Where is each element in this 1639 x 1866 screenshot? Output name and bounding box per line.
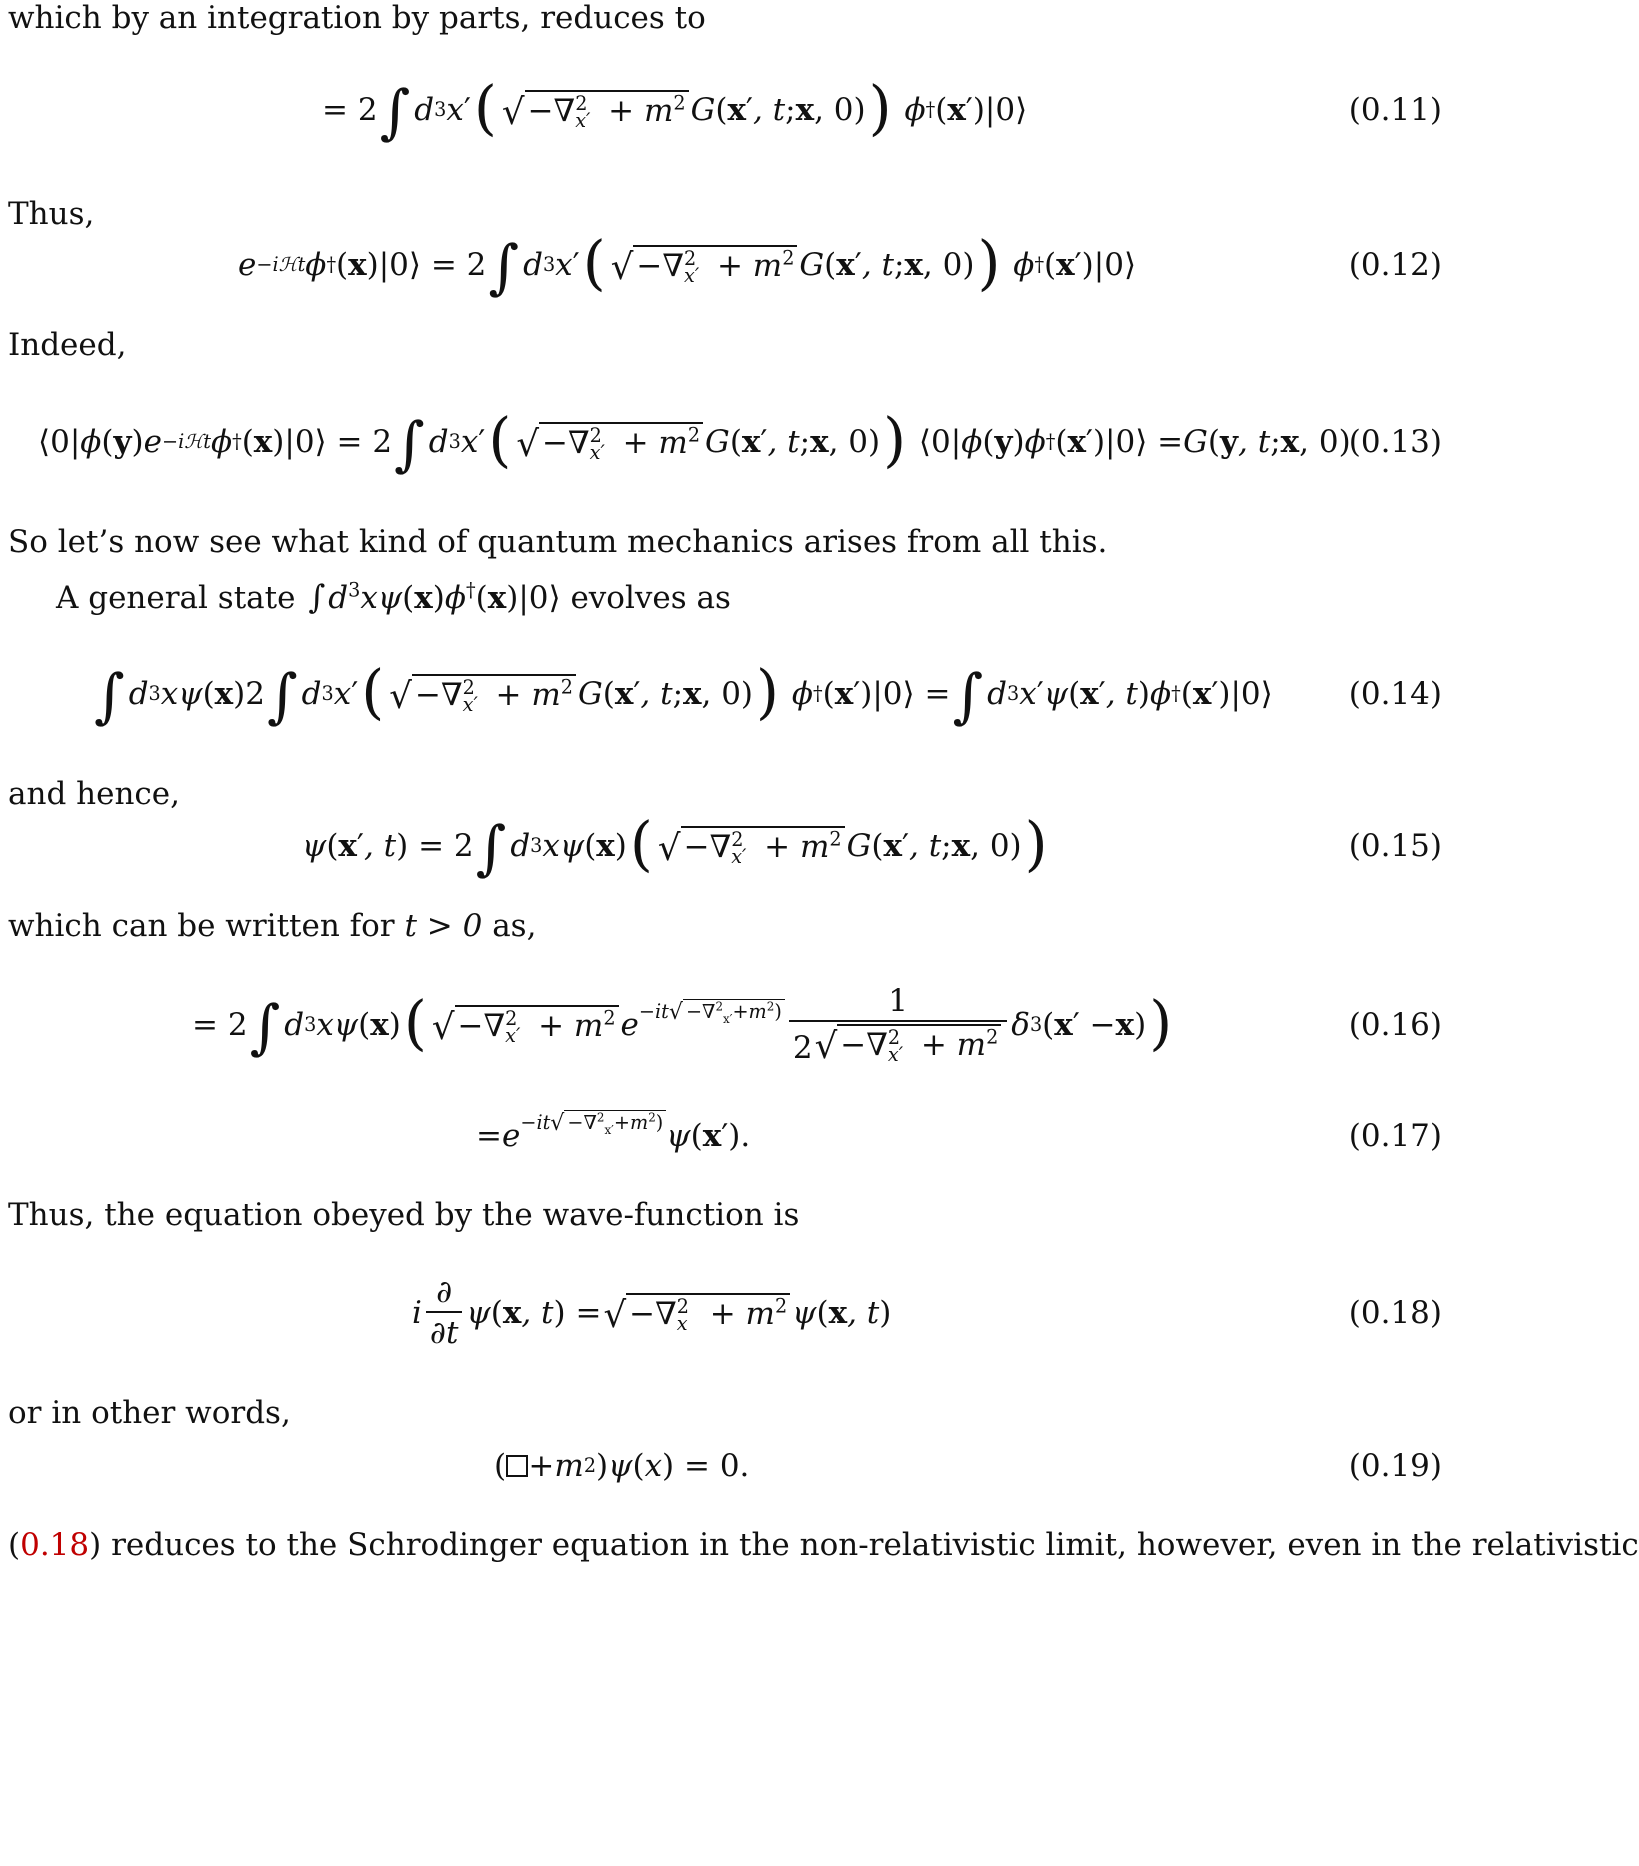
fraction-partial-t: $\frac{\partial}{\partial t}$ bbox=[426, 1274, 463, 1352]
equation-0-11-body: = 2 ∫ d 3 x ′ ( √ −∇ 2 x′ + $m^2$ G ( x ′ , t ; x , 0) ) ϕ † ( x ′)|0⟩ bbox=[322, 72, 1028, 146]
written-for-math: t > 0 bbox=[404, 908, 483, 944]
equation-number-0-12: (0.12) bbox=[1348, 247, 1442, 283]
equation-0-13-body: ⟨0| ϕ ( y ) e −iℋt ϕ † ( x )|0⟩ = 2 ∫ d 3 x ′ ( √ −∇ 2 x′ + $m^2$ G ( x ′ , t ; x , 0) ) ⟨0| ϕ ( y ) ϕ † ( x ′)|0⟩ = G ( y , t ; x , 0) bbox=[38, 404, 1351, 478]
equation-0-13 bbox=[0, 402, 1456, 482]
paragraph-and-hence: and hence, bbox=[8, 776, 180, 812]
general-state-text-after: evolves as bbox=[570, 580, 731, 616]
equation-number-0-11: (0.11) bbox=[1348, 92, 1442, 128]
paragraph-general-state bbox=[56, 578, 731, 616]
equation-number-0-17: (0.17) bbox=[1348, 1118, 1442, 1154]
paragraph-other-words: or in other words, bbox=[8, 1395, 291, 1431]
paragraph-wave-function: Thus, the equation obeyed by the wave-function is bbox=[8, 1197, 800, 1233]
equation-0-15 bbox=[0, 806, 1456, 886]
equation-0-12 bbox=[0, 225, 1456, 305]
written-for-text-after: as, bbox=[492, 908, 537, 944]
equation-0-17 bbox=[0, 1096, 1456, 1176]
equation-0-19-body: ( + m 2 ) ψ ( x ) = 0. bbox=[494, 1448, 750, 1484]
general-state-math: $\int d^3x\psi(x)\phi^\dagger(x)|0⟩$ bbox=[308, 578, 561, 616]
paragraph-thus: Thus, bbox=[8, 196, 95, 232]
dalembertian-box bbox=[506, 1455, 528, 1477]
equation-0-11 bbox=[0, 70, 1456, 150]
fraction-one-over-two-sqrt: 1 2 √ −∇ 2 x′ + $m^2$ bbox=[789, 983, 1007, 1067]
general-state-text-before: A general state bbox=[56, 580, 296, 616]
equation-0-15-body: ψ ( x ′ , t ) = 2 ∫ d 3 xψ ( x ) ( √ −∇ 2 x′ + $m^2$ G ( x ′ , t ; x , 0) ) bbox=[302, 808, 1048, 882]
equation-0-14-body: ∫ d 3 xψ ( x )2 ∫ d 3 x ′ ( √ −∇ 2 x′ + $m^2$ G ( x ′ , t ; x , 0) ) ϕ † ( x ′)|0⟩ = ∫ d 3 x ′ ψ ( x ′ , t ) ϕ † ( x ′)|0⟩ bbox=[94, 656, 1273, 730]
paragraph-schrodinger-limit: (0.18) reduces to the Schrodinger equation in the non-relativistic limit, however, even in the relativistic bbox=[8, 1527, 1639, 1563]
paragraph-indeed: Indeed, bbox=[8, 327, 127, 363]
equation-0-16 bbox=[0, 970, 1456, 1080]
equation-number-0-15: (0.15) bbox=[1348, 828, 1442, 864]
schrodinger-text: ) reduces to the Schrodinger equation in the non-relativistic limit, however, even in the relativistic bbox=[89, 1527, 1639, 1563]
equation-reference-link[interactable]: 0.18 bbox=[20, 1527, 90, 1563]
equation-0-12-body: e −iℋt ϕ † ( x )|0⟩ = 2 ∫ d 3 x ′ ( √ −∇ 2 x′ + $m^2$ G ( x ′ , t ; x , 0) ) ϕ † ( x ′)|0⟩ bbox=[238, 227, 1137, 301]
equation-number-0-18: (0.18) bbox=[1348, 1295, 1442, 1331]
equation-0-14 bbox=[0, 654, 1456, 734]
equation-0-17-body: = e − it √ $-\nabla^2_{x'}+m^2$) ψ ( x ′). bbox=[476, 1109, 751, 1154]
equation-number-0-14: (0.14) bbox=[1348, 676, 1442, 712]
written-for-text-before: which can be written for bbox=[8, 908, 395, 944]
paragraph-integration-by-parts: which by an integration by parts, reduces to bbox=[8, 0, 706, 36]
paragraph-quantum-mechanics: So let’s now see what kind of quantum mechanics arises from all this. bbox=[8, 524, 1108, 560]
equation-0-16-body: = 2 ∫ d 3 xψ ( x ) ( √ −∇ 2 x′ + $m^2$ e − it √ $-\nabla^2_{x'}+m^2$) 1 2 √ −∇ 2 x′ + $m^2$ δ 3 ( x ′ − x ) ) bbox=[192, 982, 1173, 1068]
equation-number-0-13: (0.13) bbox=[1348, 424, 1442, 460]
equation-0-19 bbox=[0, 1426, 1456, 1506]
equation-0-18 bbox=[0, 1265, 1456, 1361]
equation-0-18-body: i $\frac{\partial}{\partial t}$ ψ ( x , t ) = √ −∇ 2 x + $m^2$ ψ ( x , t ) bbox=[412, 1273, 892, 1351]
equation-number-0-16: (0.16) bbox=[1348, 1007, 1442, 1043]
equation-number-0-19: (0.19) bbox=[1348, 1448, 1442, 1484]
paragraph-written-for-t bbox=[8, 908, 536, 944]
